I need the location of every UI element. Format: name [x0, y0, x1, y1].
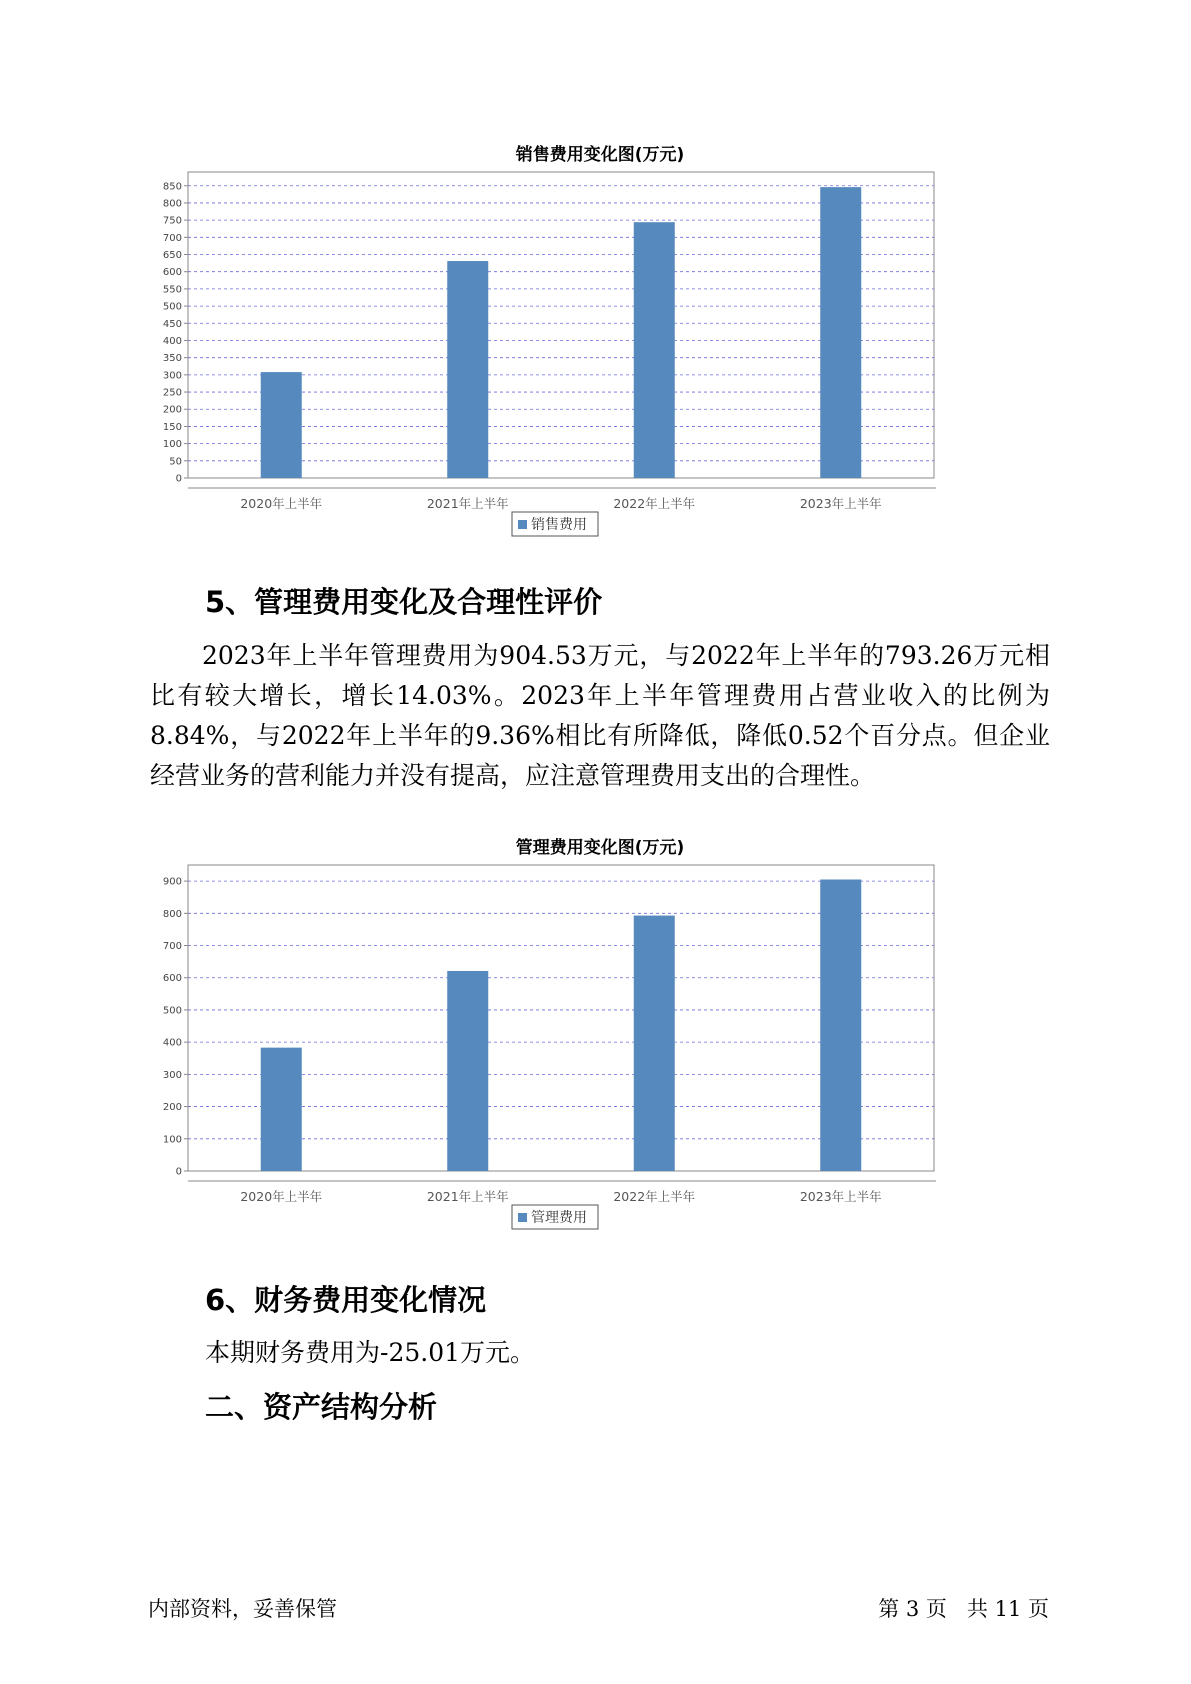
admin-expense-chart-svg [150, 833, 1050, 1253]
y-tick-label: 150 [162, 421, 182, 433]
y-tick-label: 0 [175, 473, 182, 485]
legend-swatch [518, 1213, 527, 1222]
x-tick-label: 2020年上半年 [240, 1189, 323, 1204]
y-tick-label: 350 [162, 353, 182, 365]
x-tick-label: 2023年上半年 [799, 1189, 882, 1204]
bar [447, 261, 488, 478]
y-tick-label: 700 [162, 941, 182, 953]
y-tick-label: 700 [162, 232, 182, 244]
section2-heading: 二、资产结构分析 [205, 1390, 438, 1424]
bar [634, 222, 675, 478]
x-tick-label: 2023年上半年 [799, 496, 882, 511]
bar [820, 187, 861, 478]
section5-heading: 5、管理费用变化及合理性评价 [205, 585, 603, 619]
y-tick-label: 450 [162, 318, 182, 330]
y-tick-label: 900 [162, 876, 182, 888]
y-tick-label: 750 [162, 215, 182, 227]
sales-expense-chart [150, 140, 1050, 560]
bar [261, 1048, 302, 1171]
section5-paragraph-text: 2023年上半年管理费用为904.53万元，与2022年上半年的793.26万元相比有较大增长，增长14.03%。2023年上半年管理费用占营业收入的比例为8.84%，与2022年上半年的9.36%相比有所降低，降低0.52个百分点。但企业经营业务的营利能力并没有提高，应注意管理费用支出的合理性。 [150, 641, 1050, 790]
y-tick-label: 100 [162, 439, 182, 451]
y-tick-label: 600 [162, 267, 182, 279]
y-tick-label: 200 [162, 1102, 182, 1114]
footer-confidential-note: 内部资料，妥善保管 [148, 1597, 337, 1621]
y-tick-label: 800 [162, 908, 182, 920]
legend [512, 1205, 598, 1229]
footer-page-number: 第 3 页 共 11 页 [878, 1597, 1049, 1621]
x-tick-label: 2020年上半年 [240, 496, 323, 511]
sales-expense-chart-svg [150, 140, 1050, 560]
section6-heading: 6、财务费用变化情况 [205, 1283, 487, 1317]
section5-paragraph [150, 636, 1050, 796]
y-tick-label: 850 [162, 181, 182, 193]
legend-swatch [518, 520, 527, 529]
y-tick-label: 400 [162, 1037, 182, 1049]
y-tick-label: 0 [175, 1166, 182, 1178]
y-tick-label: 500 [162, 1005, 182, 1017]
section6-paragraph: 本期财务费用为-25.01万元。 [205, 1338, 536, 1367]
bar [634, 916, 675, 1171]
y-tick-label: 100 [162, 1134, 182, 1146]
x-tick-label: 2022年上半年 [613, 1189, 696, 1204]
x-tick-label: 2022年上半年 [613, 496, 696, 511]
x-tick-label: 2021年上半年 [426, 1189, 509, 1204]
y-tick-label: 400 [162, 335, 182, 347]
y-tick-label: 600 [162, 973, 182, 985]
y-tick-label: 550 [162, 284, 182, 296]
x-tick-label: 2021年上半年 [426, 496, 509, 511]
bar [261, 372, 302, 478]
legend-label: 管理费用 [531, 1210, 587, 1226]
chart-title: 销售费用变化图(万元) [515, 145, 685, 165]
bar [447, 971, 488, 1171]
y-tick-label: 200 [162, 404, 182, 416]
y-tick-label: 500 [162, 301, 182, 313]
chart-title: 管理费用变化图(万元) [515, 838, 685, 858]
legend [512, 512, 598, 536]
y-tick-label: 300 [162, 370, 182, 382]
legend-label: 销售费用 [531, 517, 587, 533]
bar [820, 879, 861, 1171]
y-tick-label: 300 [162, 1069, 182, 1081]
y-tick-label: 50 [169, 456, 182, 468]
y-tick-label: 250 [162, 387, 182, 399]
y-tick-label: 650 [162, 250, 182, 262]
admin-expense-chart [150, 833, 1050, 1253]
y-tick-label: 800 [162, 198, 182, 210]
